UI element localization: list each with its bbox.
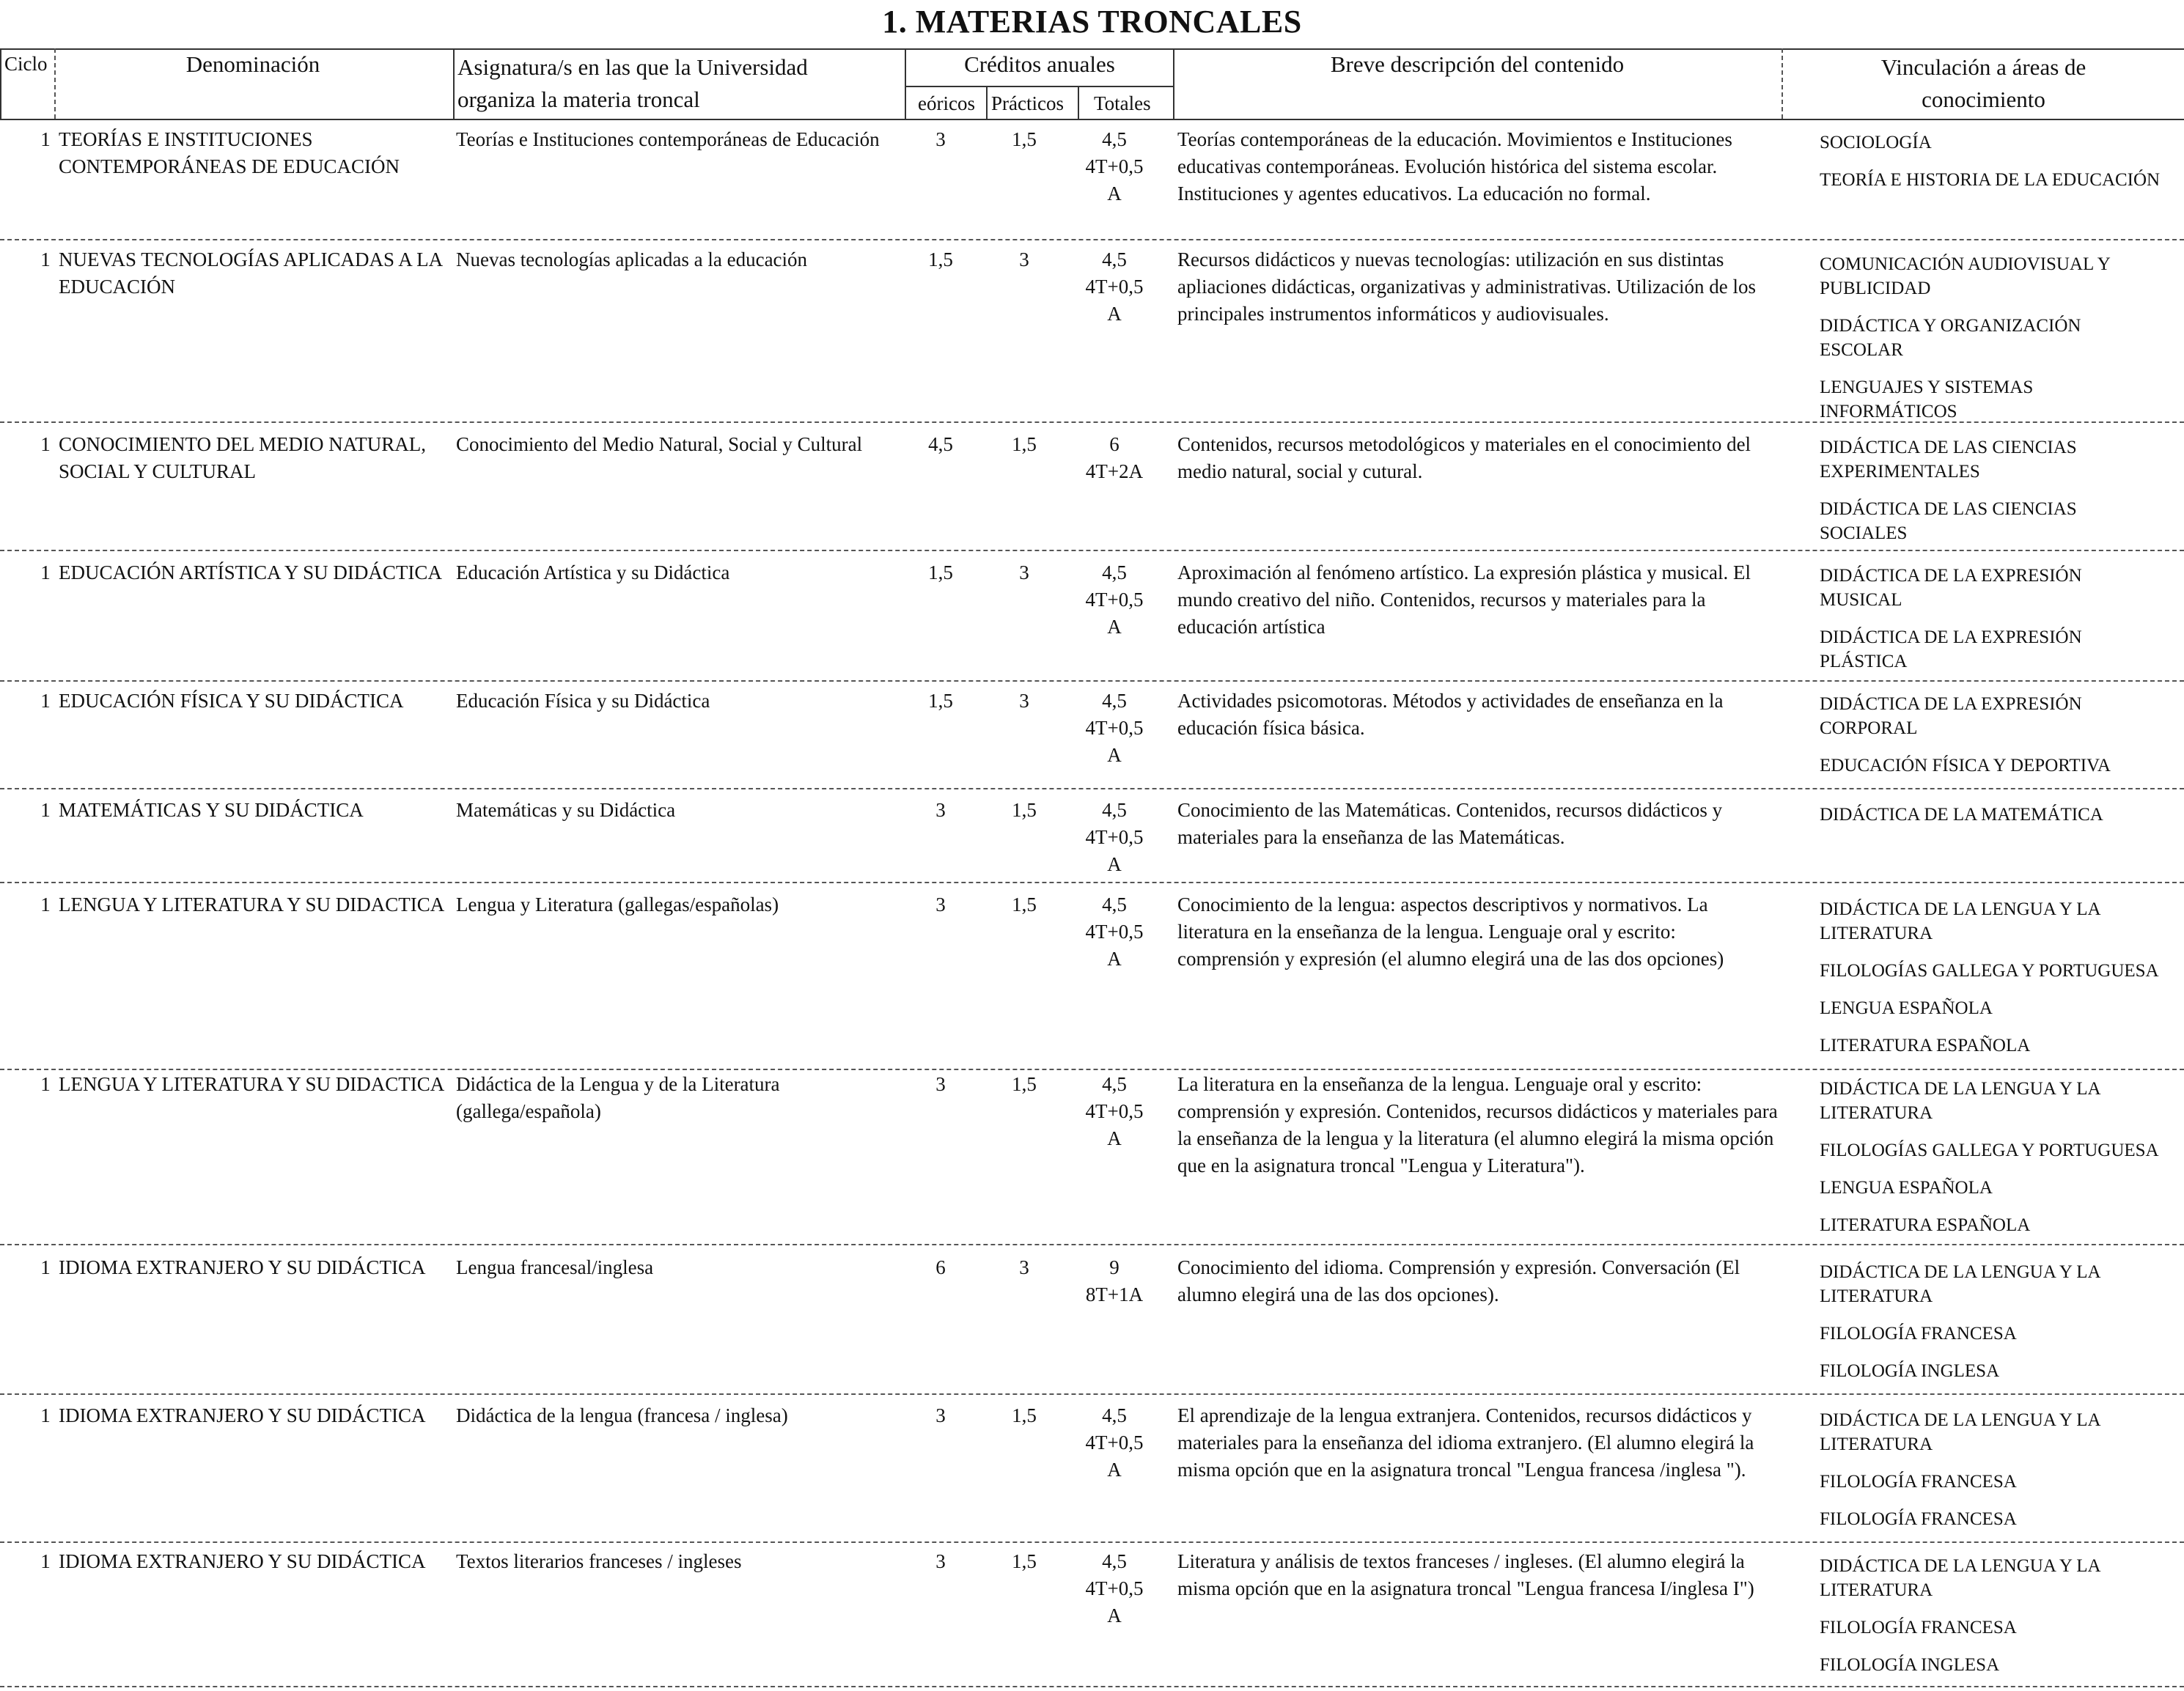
cell-totales xyxy=(1078,126,1151,207)
totales-detail: 4T+0,5 A xyxy=(1085,826,1144,875)
cell-descripcion: La literatura en la enseñanza de la lengua. Lenguaje oral y escrito: comprensión y expresión. Contenidos, recursos didácticos y materiales para la enseñanza de la lengua y la literatura (el alumno elegirá la misma opción que en la asignatura troncal "Lengua y Literatura"). xyxy=(1177,1073,1778,1176)
cell-descripcion: Conocimiento de las Matemáticas. Contenidos, recursos didácticos y materiales para la enseñanza de las Matemáticas. xyxy=(1177,799,1723,848)
area-item: LENGUA ESPAÑOLA xyxy=(1820,998,1993,1018)
header-creditos: Créditos anuales xyxy=(964,51,1115,77)
cell-descripcion: Conocimiento del idioma. Comprensión y expresión. Conversación (El alumno elegirá una de las dos opciones). xyxy=(1177,1256,1740,1305)
cell-teoricos: 3 xyxy=(935,1073,946,1095)
cell-denominacion: LENGUA Y LITERATURA Y SU DIDACTICA xyxy=(59,894,445,916)
cell-totales xyxy=(1078,1402,1151,1484)
area-item: DIDÁCTICA DE LA LENGUA Y LA LITERATURA xyxy=(1820,1262,2100,1306)
cell-ciclo: 1 xyxy=(40,1073,51,1095)
cell-teoricos: 3 xyxy=(935,799,946,821)
totales-detail: 4T+0,5 A xyxy=(1085,717,1144,766)
cell-asignatura: Lengua francesal/inglesa xyxy=(456,1256,654,1278)
header-descripcion: Breve descripción del contenido xyxy=(1330,51,1625,77)
header-teoricos: eóricos xyxy=(918,92,975,114)
creditos-subheader-rule xyxy=(906,86,1173,87)
cell-teoricos: 1,5 xyxy=(928,561,953,583)
area-item: DIDÁCTICA DE LA MATEMÁTICA xyxy=(1820,805,2103,825)
area-item: FILOLOGÍAS GALLEGA Y PORTUGUESA xyxy=(1820,961,2159,981)
cell-practicos: 3 xyxy=(1019,1256,1029,1278)
cell-totales xyxy=(1078,1254,1151,1308)
area-item: FILOLOGÍA INGLESA xyxy=(1820,1361,2000,1381)
cell-teoricos: 1,5 xyxy=(928,690,953,712)
row-separator xyxy=(0,882,2184,883)
cell-denominacion: IDIOMA EXTRANJERO Y SU DIDÁCTICA xyxy=(59,1256,426,1278)
cell-asignatura: Conocimiento del Medio Natural, Social y Cultural xyxy=(456,433,863,455)
cell-vinculacion xyxy=(1820,1554,2184,1690)
cell-vinculacion xyxy=(1820,1077,2184,1250)
cell-ciclo: 1 xyxy=(40,128,51,150)
cell-descripcion: Recursos didácticos y nuevas tecnologías: utilización en sus distintas apliaciones didácticas, organizativas y administrativas. Utilización de los principales instrumentos informáticos y audiovisuales. xyxy=(1177,248,1757,325)
cell-denominacion: NUEVAS TECNOLOGÍAS APLICADAS A LA EDUCACIÓN xyxy=(59,248,442,298)
area-item: LENGUA ESPAÑOLA xyxy=(1820,1178,1993,1198)
header-practicos: Prácticos xyxy=(991,92,1064,114)
cell-asignatura: Matemáticas y su Didáctica xyxy=(456,799,676,821)
area-item: DIDÁCTICA DE LA EXPRESIÓN MUSICAL xyxy=(1820,566,2082,610)
area-item: LENGUAJES Y SISTEMAS INFORMÁTICOS xyxy=(1820,377,2034,421)
cell-totales xyxy=(1078,688,1151,769)
col-rule-den xyxy=(54,48,56,119)
cell-ciclo: 1 xyxy=(40,248,51,270)
area-item: FILOLOGÍAS GALLEGA Y PORTUGUESA xyxy=(1820,1141,2159,1160)
header-vinculacion-line1: Vinculación a áreas de xyxy=(1880,54,2086,80)
area-item: FILOLOGÍA FRANCESA xyxy=(1820,1324,2017,1344)
area-item: LITERATURA ESPAÑOLA xyxy=(1820,1215,2031,1235)
cell-vinculacion xyxy=(1820,564,2184,687)
cell-practicos: 3 xyxy=(1019,561,1029,583)
cell-descripcion: Aproximación al fenómeno artístico. La expresión plástica y musical. El mundo creativo del niño. Contenidos, recursos y materiales para la educación artística xyxy=(1177,561,1751,638)
header-totales: Totales xyxy=(1094,92,1151,114)
cell-practicos: 1,5 xyxy=(1012,894,1037,916)
header-asignatura-line2: organiza la materia troncal xyxy=(457,86,700,112)
col-rule-asig xyxy=(453,48,455,119)
area-item: LITERATURA ESPAÑOLA xyxy=(1820,1036,2031,1056)
header-denominacion: Denominación xyxy=(185,51,320,77)
cell-vinculacion xyxy=(1820,692,2184,791)
cell-vinculacion xyxy=(1820,1408,2184,1544)
cell-teoricos: 3 xyxy=(935,1404,946,1426)
totales-detail: 4T+0,5 A xyxy=(1085,276,1144,325)
cell-ciclo: 1 xyxy=(40,1404,51,1426)
area-item: DIDÁCTICA DE LA LENGUA Y LA LITERATURA xyxy=(1820,1410,2100,1454)
cell-asignatura: Didáctica de la Lengua y de la Literatura (gallega/española) xyxy=(456,1073,780,1122)
totales-value: 4,5 xyxy=(1102,799,1127,821)
cell-totales xyxy=(1078,246,1151,328)
cell-asignatura: Nuevas tecnologías aplicadas a la educación xyxy=(456,248,808,270)
cell-asignatura: Educación Física y su Didáctica xyxy=(456,690,710,712)
totales-detail: 4T+0,5 A xyxy=(1085,589,1144,638)
area-item: FILOLOGÍA FRANCESA xyxy=(1820,1618,2017,1637)
cell-ciclo: 1 xyxy=(40,1256,51,1278)
cell-vinculacion xyxy=(1820,897,2184,1071)
cell-asignatura: Teorías e Instituciones contemporáneas de Educación xyxy=(456,128,880,150)
totales-value: 4,5 xyxy=(1102,894,1127,916)
cell-practicos: 1,5 xyxy=(1012,1404,1037,1426)
cell-totales xyxy=(1078,1071,1151,1152)
cell-practicos: 1,5 xyxy=(1012,1073,1037,1095)
totales-value: 4,5 xyxy=(1102,1550,1127,1572)
cell-descripcion: Actividades psicomotoras. Métodos y actividades de enseñanza en la educación física básica. xyxy=(1177,690,1724,739)
totales-detail: 4T+2A xyxy=(1085,460,1144,482)
totales-value: 6 xyxy=(1109,433,1119,455)
area-item: DIDÁCTICA DE LA LENGUA Y LA LITERATURA xyxy=(1820,1556,2100,1600)
totales-detail: 4T+0,5 A xyxy=(1085,1577,1144,1626)
cell-practicos: 1,5 xyxy=(1012,128,1037,150)
header-asignatura-line1: Asignatura/s en las que la Universidad xyxy=(457,54,808,80)
area-item: FILOLOGÍA FRANCESA xyxy=(1820,1472,2017,1492)
cell-practicos: 3 xyxy=(1019,248,1029,270)
area-item: TEORÍA E HISTORIA DE LA EDUCACIÓN xyxy=(1820,170,2161,190)
totales-value: 4,5 xyxy=(1102,248,1127,270)
header-vinculacion-line2: conocimiento xyxy=(1922,86,2045,112)
cell-denominacion: IDIOMA EXTRANJERO Y SU DIDÁCTICA xyxy=(59,1550,426,1572)
cell-descripcion: Literatura y análisis de textos franceses / ingleses. (El alumno elegirá la misma opción que en la asignatura troncal "Lengua francesa I/inglesa I") xyxy=(1177,1550,1754,1599)
cell-totales xyxy=(1078,1548,1151,1629)
cell-asignatura: Lengua y Literatura (gallegas/españolas) xyxy=(456,894,779,916)
cell-practicos: 1,5 xyxy=(1012,433,1037,455)
totales-detail: 4T+0,5 A xyxy=(1085,1100,1144,1149)
area-item: DIDÁCTICA DE LA EXPRESIÓN CORPORAL xyxy=(1820,694,2082,738)
cell-totales xyxy=(1078,891,1151,973)
col-rule-practicos xyxy=(986,86,988,119)
totales-value: 4,5 xyxy=(1102,690,1127,712)
cell-totales xyxy=(1078,559,1151,641)
area-item: COMUNICACIÓN AUDIOVISUAL Y PUBLICIDAD xyxy=(1820,254,2110,298)
row-separator xyxy=(0,239,2184,240)
cell-totales xyxy=(1078,431,1151,485)
cell-vinculacion xyxy=(1820,1260,2184,1396)
cell-ciclo: 1 xyxy=(40,1550,51,1572)
cell-asignatura: Didáctica de la lengua (francesa / inglesa) xyxy=(456,1404,788,1426)
area-item: SOCIOLOGÍA xyxy=(1820,133,1932,152)
totales-value: 9 xyxy=(1109,1256,1119,1278)
cell-practicos: 3 xyxy=(1019,690,1029,712)
cell-asignatura: Textos literarios franceses / ingleses xyxy=(456,1550,742,1572)
area-item: DIDÁCTICA Y ORGANIZACIÓN ESCOLAR xyxy=(1820,316,2081,360)
cell-denominacion: MATEMÁTICAS Y SU DIDÁCTICA xyxy=(59,799,364,821)
cell-denominacion: LENGUA Y LITERATURA Y SU DIDACTICA xyxy=(59,1073,445,1095)
totales-value: 4,5 xyxy=(1102,1073,1127,1095)
cell-teoricos: 3 xyxy=(935,894,946,916)
area-item: DIDÁCTICA DE LAS CIENCIAS SOCIALES xyxy=(1820,499,2077,543)
cell-vinculacion xyxy=(1820,803,2184,840)
cell-teoricos: 3 xyxy=(935,128,946,150)
page-title: 1. MATERIAS TRONCALES xyxy=(882,4,1302,40)
cell-teoricos: 6 xyxy=(935,1256,946,1278)
cell-practicos: 1,5 xyxy=(1012,799,1037,821)
area-item: DIDÁCTICA DE LA LENGUA Y LA LITERATURA xyxy=(1820,899,2100,943)
totales-detail: 4T+0,5 A xyxy=(1085,1432,1144,1481)
cell-vinculacion xyxy=(1820,435,2184,559)
header-ciclo: Ciclo xyxy=(4,53,48,75)
cell-totales xyxy=(1078,797,1151,878)
col-rule-ciclo xyxy=(0,48,1,119)
cell-denominacion: EDUCACIÓN ARTÍSTICA Y SU DIDÁCTICA xyxy=(59,561,442,583)
cell-denominacion: TEORÍAS E INSTITUCIONES CONTEMPORÁNEAS DE EDUCACIÓN xyxy=(59,128,400,177)
cell-denominacion: IDIOMA EXTRANJERO Y SU DIDÁCTICA xyxy=(59,1404,426,1426)
cell-descripcion: El aprendizaje de la lengua extranjera. Contenidos, recursos didácticos y materiales para la enseñanza del idioma extranjero. (El alumno elegirá la misma opción que en la asignatura troncal "Lengua francesa /inglesa "). xyxy=(1177,1404,1754,1481)
cell-ciclo: 1 xyxy=(40,894,51,916)
area-item: DIDÁCTICA DE LA EXPRESIÓN PLÁSTICA xyxy=(1820,627,2082,671)
cell-denominacion: EDUCACIÓN FÍSICA Y SU DIDÁCTICA xyxy=(59,690,404,712)
col-rule-totales xyxy=(1078,86,1079,119)
totales-detail: 4T+0,5 A xyxy=(1085,155,1144,205)
cell-teoricos: 4,5 xyxy=(928,433,953,455)
area-item: FILOLOGÍA FRANCESA xyxy=(1820,1509,2017,1529)
area-item: FILOLOGÍA INGLESA xyxy=(1820,1655,2000,1675)
cell-ciclo: 1 xyxy=(40,690,51,712)
totales-value: 4,5 xyxy=(1102,1404,1127,1426)
cell-asignatura: Educación Artística y su Didáctica xyxy=(456,561,730,583)
cell-teoricos: 1,5 xyxy=(928,248,953,270)
totales-detail: 4T+0,5 A xyxy=(1085,921,1144,970)
header-bottom-rule xyxy=(0,119,2184,120)
cell-teoricos: 3 xyxy=(935,1550,946,1572)
cell-descripcion: Conocimiento de la lengua: aspectos descriptivos y normativos. La literatura en la enseñanza de la lengua. Lenguaje oral y escrito: comprensión y expresión (el alumno elegirá una de las dos opciones) xyxy=(1177,894,1724,970)
cell-denominacion: CONOCIMIENTO DEL MEDIO NATURAL, SOCIAL Y CULTURAL xyxy=(59,433,426,482)
cell-ciclo: 1 xyxy=(40,561,51,583)
totales-detail: 8T+1A xyxy=(1085,1283,1144,1305)
area-item: EDUCACIÓN FÍSICA Y DEPORTIVA xyxy=(1820,756,2111,775)
totales-value: 4,5 xyxy=(1102,128,1127,150)
totales-value: 4,5 xyxy=(1102,561,1127,583)
cell-descripcion: Contenidos, recursos metodológicos y materiales en el conocimiento del medio natural, social y cutural. xyxy=(1177,433,1751,482)
cell-vinculacion xyxy=(1820,130,2184,205)
cell-ciclo: 1 xyxy=(40,433,51,455)
cell-descripcion: Teorías contemporáneas de la educación. Movimientos e Instituciones educativas contemporáneas. Evolución histórica del sistema escolar. Instituciones y agentes educativos. La educación no formal. xyxy=(1177,128,1732,205)
cell-practicos: 1,5 xyxy=(1012,1550,1037,1572)
cell-ciclo: 1 xyxy=(40,799,51,821)
cell-vinculacion xyxy=(1820,252,2184,437)
area-item: DIDÁCTICA DE LAS CIENCIAS EXPERIMENTALES xyxy=(1820,438,2077,482)
area-item: DIDÁCTICA DE LA LENGUA Y LA LITERATURA xyxy=(1820,1079,2100,1123)
